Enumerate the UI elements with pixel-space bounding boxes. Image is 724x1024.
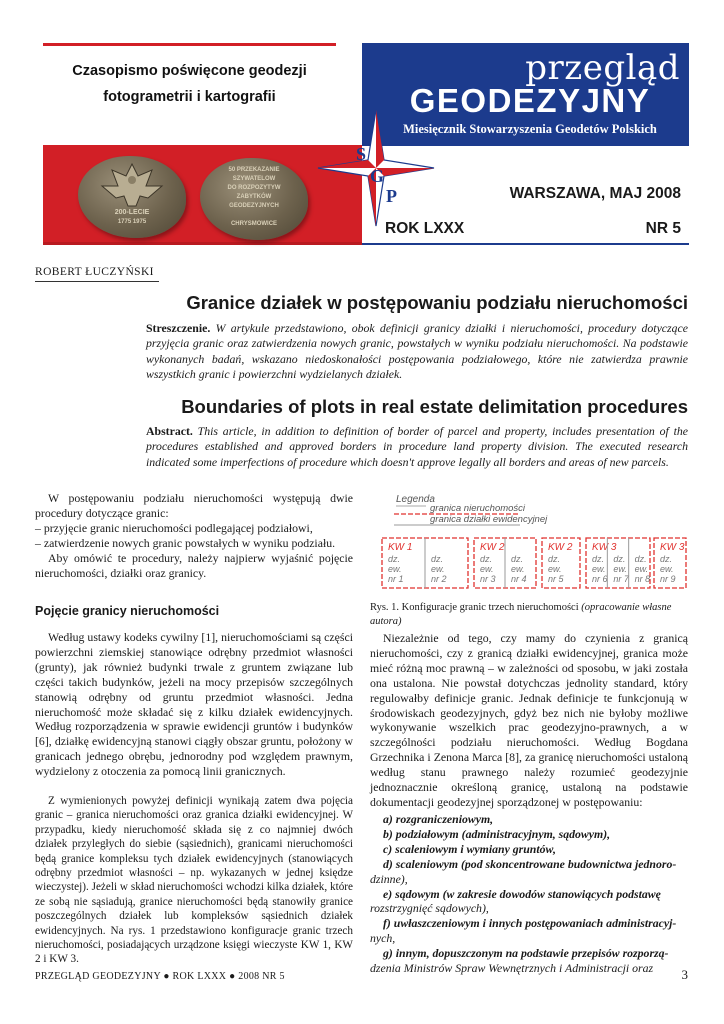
parcel-label: ew. [548,564,562,574]
issue-city-date: WARSZAWA, MAJ 2008 [509,185,681,202]
parcel-label: nr 5 [548,574,564,584]
parcel-boxes [382,538,686,588]
issue-info-rule [362,243,689,245]
parcel-label: nr 2 [431,574,447,584]
sgp-compass-star-icon [316,108,436,228]
right-paragraph-1 [370,631,688,810]
issue-number: NR 5 [645,220,681,237]
section-heading: Pojęcie granicy nieruchomości [35,604,220,618]
kw-label: KW 3 [592,542,617,553]
parcel-label: dz. [480,554,493,564]
parcel-label: ew. [592,564,606,574]
procedure-list-item-g-cont: dzenia Ministrów Spraw Wewnętrznych i Administracji oraz [370,961,654,976]
article-title-polish: Granice działek w postępowaniu podziału nieruchomości [186,292,688,313]
parcel-label: dz. [634,554,647,564]
parcel-label: dz. [511,554,524,564]
abstract-english-text: This article, in addition to definition of border of parcel and property, includes presentation of the procedures established and approved borders in procedure land property division. The executed research indicated some imperfections of procedure which doesn't approve legally all borders and areas of new parcels. [146,424,689,469]
procedure-list-item-a: a) rozgraniczeniowym, [383,812,494,826]
parcel-label: dz. [613,554,626,564]
medal-eagle-text-1: 200-LECIE [114,209,150,216]
procedure-list-item-f-cont: nych, [370,931,396,946]
abstract-polish-label: Streszczenie. [146,321,211,335]
kw-label: KW 3 [660,542,685,553]
star-letter-p: P [386,186,397,206]
header-top-rule [43,43,336,46]
procedure-list-item-e: e) sądowym (w zakresie dowodów stanowiących podstawę [383,886,661,901]
section-paragraph-2-text: Z wymienionych powyżej definicji wynikają zatem dwa pojęcia granic – granica nieruchomości oraz granica działki ewidencyjnej. W przypadku, kiedy nieruchomość składa się z co najmniej dwóch działek przyległych do siebie (sąsiednich), granicami nieruchomości będą granice kompleksu tych działek ewidencyjnych (stanowiących odrębny przedmiot własności – np. wykazanych w jednej księdze wieczystej). Jeżeli w skład nieruchomości wchodzi kilka działek, które ze sobą nie sąsiadują, granice nieruchomości będą stanowiły granice poszczególnych działek lub kompleksów sąsiednich działek ewidencyjnych. Na rys. 1 przedstawiono konfiguracje granic trzech nieruchomości, posiadających urządzone księgi wieczyste KW 1, KW 2 i KW 3. [35,795,353,966]
parcel-label: ew. [480,564,494,574]
intro-list-item-1: – przyjęcie granic nieruchomości podlegającej podziałowi, [35,520,313,535]
parcel-label: nr 1 [388,574,404,584]
star-letter-g: G [370,166,385,186]
section-paragraph-1-text: Według ustawy kodeks cywilny [1], nieruchomościami są części powierzchni ziemskiej stanowiące odrębny przedmiot własności (grunty), jak również budynki trwale z gruntem związane lub części takich budynków, jeżeli na mocy przepisów szczególnych stanowią odrębny od gruntu przedmiot własności. Jedna nieruchomość może składać się z kilku działek ewidencyjnych. Według rozporządzenia w sprawie ewidencji gruntów i budynków [6], działkę ewidencyjną stanowi ciągły obszar gruntu, położony w granicach jednego obrębu, jednorodny pod względem prawnym, wydzielony z otoczenia za pomocą linii granicznych. [35,630,353,779]
parcel-label: dz. [660,554,673,564]
parcel-label: dz. [592,554,605,564]
parcel-label: ew. [388,564,402,574]
procedure-list-item-d: d) scaleniowym (pod skoncentrowane budownictwa jednoro- [383,856,677,871]
parcel-label: nr 7 [613,574,629,584]
parcel-label: ew. [431,564,445,574]
medal-text-line-2: SZYWATELOW [232,176,276,182]
parcel-label: nr 6 [592,574,608,584]
parcel-label: ew. [613,564,627,574]
figure-caption [370,601,688,629]
medal-text-line-4: ZABYTKÓW [236,194,272,200]
intro-paragraph: W postępowaniu podziału nieruchomości występują dwie procedury dotyczące granic: [35,491,353,520]
parcel-label: nr 4 [511,574,527,584]
medal-text-line-6: CHRYSMOWICE [230,221,278,227]
intro-paragraph-2: Aby omówić te procedury, należy najpierw wyjaśnić pojęcie nieruchomości, działki oraz granicy. [35,550,353,580]
parcel-label: dz. [388,554,401,564]
medal-text-image [200,158,308,240]
page-number: 3 [681,967,688,982]
medal-text-line-1: 50 PRZEKAZANIE [228,167,280,173]
logo-subtitle: Miesięcznik Stowarzyszenia Geodetów Polskich [403,122,657,136]
abstract-polish [146,321,688,383]
procedure-list-item-f: f) uwłaszczeniowym i innych postępowaniach administracyj- [383,916,677,931]
parcel-label: nr 8 [634,574,651,584]
parcel-label: dz. [548,554,561,564]
tagline-line-1: Czasopismo poświęcone geodezji [72,63,307,79]
medal-text-line-3: DO ROZPOZYTYW [227,185,281,191]
abstract-english-label: Abstract. [146,424,193,438]
procedure-list-item-e-cont: rozstrzygnięć sądowych), [370,901,489,916]
medal-eagle-text-2: 1775 1975 [117,219,147,225]
section-paragraph-2 [35,794,353,967]
logo-word-przeglad: przegląd [525,48,680,88]
kw-label: KW 2 [548,542,573,553]
kw-label: KW 1 [388,542,413,553]
author-underline [35,281,159,282]
star-letter-s: S [356,144,367,164]
procedure-list-item-c: c) scaleniowym i wymiany gruntów, [383,841,556,856]
parcel-label: dz. [431,554,444,564]
procedure-list-item-g: g) innym, dopuszczonym na podstawie przepisów rozporzą- [383,946,669,961]
running-footer: PRZEGLĄD GEODEZYJNY ● ROK LXXX ● 2008 NR 5 [35,971,285,982]
intro-block [35,491,353,580]
parcel-label: ew. [660,564,674,574]
legend-item-property: granica nieruchomości [430,503,526,514]
figure-caption-main: Rys. 1. Konfiguracje granic trzech nieruchomości [370,602,579,613]
article-title-english: Boundaries of plots in real estate delimitation procedures [181,396,688,417]
kw-label: KW 2 [480,542,505,553]
journal-tagline [43,58,336,110]
medal-text-line-5: GEODEZYJNYCH [229,203,279,209]
figure-boundary-diagram [370,490,690,590]
procedure-list-item-d-cont: dzinne), [370,871,408,886]
article-author: ROBERT ŁUCZYŃSKI [35,266,154,278]
parcel-label: nr 9 [660,574,676,584]
parcel-label: ew. [634,564,649,574]
issue-volume: ROK LXXX [385,220,465,237]
procedure-list-item-b: b) podziałowym (administracyjnym, sądowym), [383,826,611,841]
legend-item-parcel: granica działki ewidencyjnej [430,514,548,525]
legend-title: Legenda [396,494,435,505]
logo-word-geodezyjny: GEODEZYJNY [409,82,651,119]
intro-list-item-2: – zatwierdzenie nowych granic powstałych w wyniku podziału. [35,535,336,550]
tagline-line-2: fotogrametrii i kartografii [103,89,276,105]
abstract-polish-text: W artykule przedstawiono, obok definicji granicy działki i nieruchomości, procedury dotyczące przyjęcia granic oraz zatwierdzenia nowych granic, powstałych w wyniku podziału nieruchomości. Na podstawie wykonanych badań, wskazano niedoskonałości postępowania podziałowego, które nie zatwierdza prawnie wszystkich granic i powierzchni wydzielanych działek. [146,321,689,382]
abstract-english [146,424,688,470]
parcel-label: nr 3 [480,574,496,584]
right-paragraph-1-text: Niezależnie od tego, czy mamy do czynienia z granicą nieruchomości, czy z granicą działki ewidencyjnej, granica może mieć różną moc prawną – w zależności od sposobu, w jaki została ona ustalona. Nie powstał dotychczas jednolity standard, który regulowałby definicje granic. Jednak definicje te funkcjonują w środowiskach geodezyjnych, gdyż bez nich nie byłoby możliwe wykonywanie wszelkich prac geodezyjno-prawnych, a w szczególności podziału nieruchomości. Według Bogdana Grzechnika i Zenona Marca [8], za granicę nieruchomości ustaloną według stanu prawnego należy rozumieć geodezyjnie jednoznacznie określoną granicę, ustaloną na podstawie dokumentacji geodezyjnej sporządzonej w postępowaniu: [370,631,688,809]
procedure-list [370,812,688,976]
figure-caption-source: (opracowanie własne autora) [370,602,672,627]
section-paragraph-1 [35,630,353,779]
parcel-label: ew. [511,564,525,574]
medal-eagle-image [78,156,186,238]
header-red-strip [43,242,362,245]
